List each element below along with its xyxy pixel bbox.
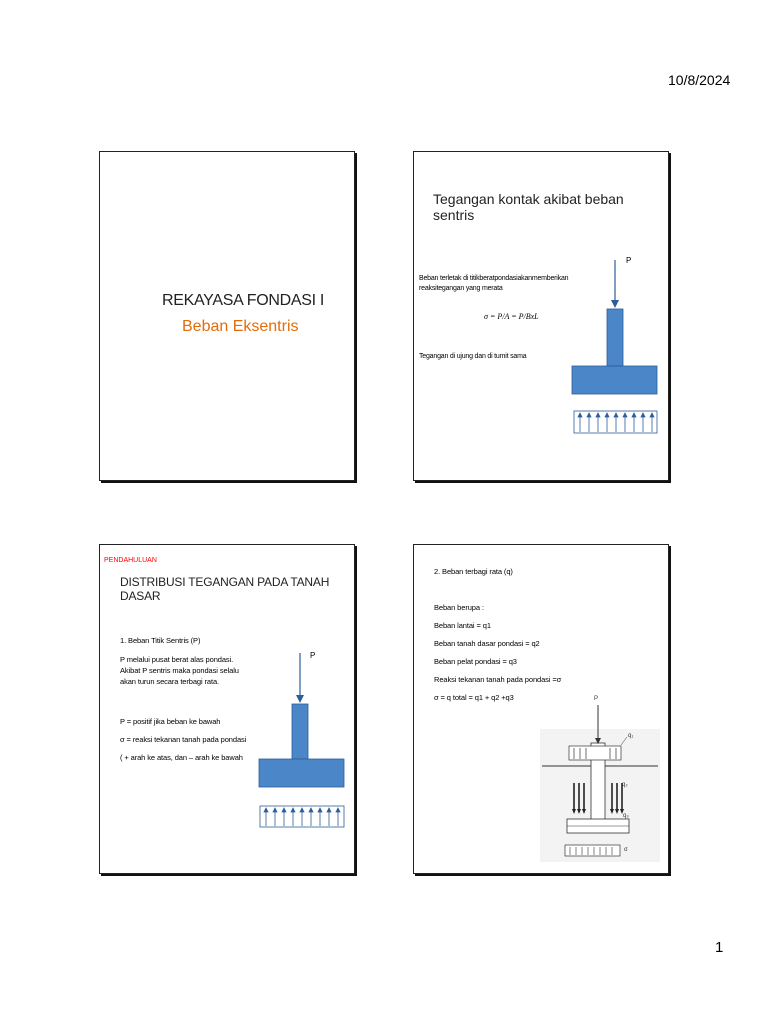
load-line-2: Beban lantai = q1: [434, 621, 491, 630]
header-date: 10/8/2024: [668, 72, 731, 88]
slide-2-note: Tegangan di ujung dan di tumit sama: [419, 353, 527, 360]
slide-2: [413, 151, 669, 481]
slide-2-title: Tegangan kontak akibat beban sentris: [433, 191, 624, 223]
footing-diagram: [100, 545, 354, 873]
slide-2-description: Beban terletak di titikberatpondasiakanmemberikan reaksitegangan yang merata: [419, 275, 569, 292]
load-arrowhead: [611, 300, 619, 308]
stress-formula: σ = P/A = P/BxL: [484, 312, 539, 321]
footing-column: [292, 704, 308, 759]
q1-load-box: [569, 746, 621, 760]
slide-1: [99, 151, 355, 481]
load-line-1: Beban berupa :: [434, 603, 484, 612]
load-line-3: Beban tanah dasar pondasi = q2: [434, 639, 540, 648]
item-1-line-1: P melalui pusat berat alas pondasi.: [120, 655, 234, 664]
load-label: P: [310, 651, 316, 660]
footing-column: [607, 309, 623, 366]
fig-q3-label: q₃: [623, 813, 629, 819]
footing-base: [259, 759, 344, 787]
fig-sigma-label: σ: [624, 847, 628, 853]
slide-3-title: DISTRIBUSI TEGANGAN PADA TANAH DASAR: [120, 575, 330, 603]
item-1-heading: 1. Beban Titik Sentris (P): [120, 636, 201, 645]
sign-line-2: σ = reaksi tekanan tanah pada pondasi: [120, 735, 247, 744]
load-line-4: Beban pelat pondasi = q3: [434, 657, 517, 666]
item-1-line-3: akan turun secara terbagi rata.: [120, 677, 220, 686]
footing-diagram: [414, 152, 668, 480]
slide-1-subtitle: Beban Eksentris: [182, 318, 299, 335]
load-arrowhead: [296, 695, 304, 703]
distributed-load-figure: [414, 545, 668, 873]
item-1-line-2: Akibat P sentris maka pondasi selalu: [120, 666, 239, 675]
slide-1-title: REKAYASA FONDASI I: [162, 292, 325, 309]
footing-base: [572, 366, 657, 394]
load-label: P: [626, 256, 632, 265]
fig-p-label: P: [594, 696, 599, 702]
slide-3: [99, 544, 355, 874]
section-label: PENDAHULUAN: [104, 557, 157, 564]
slide-4: [413, 544, 669, 874]
sign-line-3: ( + arah ke atas, dan – arah ke bawah: [120, 753, 243, 762]
slide-4-heading: 2. Beban terbagi rata (q): [434, 567, 513, 576]
fig-q1-label: q₁: [628, 733, 634, 739]
reaction-arrows: [264, 808, 340, 826]
fig-q2-label: q₂: [622, 782, 628, 788]
page-number: 1: [715, 939, 724, 956]
load-line-6: σ = q total = q1 + q2 +q3: [434, 693, 514, 702]
load-line-5: Reaksi tekanan tanah pada pondasi =σ: [434, 675, 562, 684]
sign-line-1: P = positif jika beban ke bawah: [120, 717, 221, 726]
